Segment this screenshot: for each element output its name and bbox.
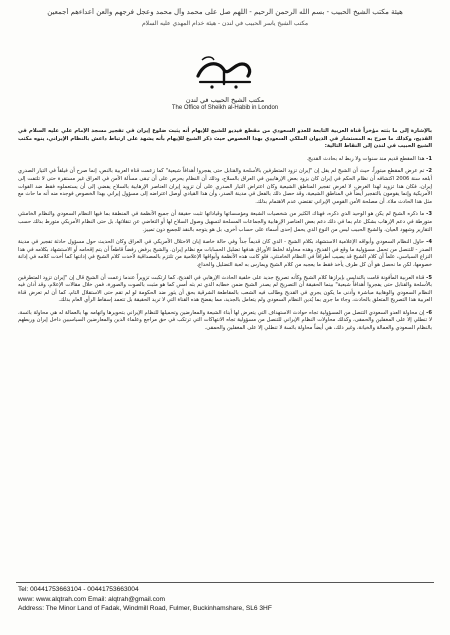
item-text: إن محاولة العدو السعودي التنصل من المسؤولية تجاه حوادث الاستهداف التي يتعرض لها أبناء الشيعة والمعارضين وتحميلها للنظام الإيراني بتحويرها واتهامه بها بالعمالة له هي محاولة بائسة، لا تنطلي إلا على المغفلين والحمقى، وكذلك محاولات النظام الإيراني للتنصل من مسؤولية تجاه الانتهاكات التي ترتكب في حق مراجع وعلماء الدين والمعارضين السياسيين داخل إيران وربطهم بالنظام السعودي والعمالة والخيانة، وغير ذلك، هي أيضاً محاولة بائسة لا تنطلي إلا على المغفلين والحمقى. [18,309,432,332]
footer-divider [16,582,434,583]
letterhead-calligraphy [28,8,422,38]
logo-english-caption: The Office of Sheikh al-Habib in London [171,105,279,111]
item-number: 5- [426,274,432,281]
statement-item [18,239,432,269]
statement-body [18,128,432,523]
item-text: تم عرض المقطع مبتوراً، حيث أن الشيخ لم يقل إن "إيران تزود المتطرفين بالأسلحة والقنابل حتى يفجروا أهدافاً شيعية" كما زعمت قناة العربية بالنص، إنما صرح أن فيلقاً في التيار الصدري أبلغه سنة 2006 اكتشافه أن نظام الحكم في إيران كان يزود بعض الإرهابيين في العراق بالسلاح، وذلك أن النظام يحرص على أن تبقى مسألة الأمن في العراق غير مستقرة حتى لا تلتفت إلى إيران، فكان هذا تزويد لهذا الغرض، لا لغرض تفجير المناطق الشيعية وكان اعتراض التيار الصدري على أن تزويد إيران العناصر الإرهابية بالسلاح يفضي إلى أن يستعملوه فقط ضد القوات الأمريكية وإنما يقومون بالتفجير أيضاً في المناطق الشيعية، وقد حصل ذلك بالفعل في مدينة الصدر، وأن هذا القيادي أوصل اعتراضه إلى مسؤول إيراني بهذا الخصوص فوجده منه أنه ما حاث مع مثل هذا الحادث ملاء. أن مصلحة الأمن القومي الإيراني تقتضي عدم الاهتمام بذلك. [18,168,432,205]
item-number: 1- [426,155,432,162]
item-text: قناة العربية المأفونة قامت بالتدليس بإبرازها كلام الشيخ وكأنه تصريح جديد على خلفية الحادث الإرهابي في القديح، كما ارتكبت تزويراً عندما زعمت أن الشيخ قال إن "إيران تزود المتطرفين بالأسلحة والقنابل حتى يفجروا أهدافاً شيعية" بينما الحقيقة أن التصريح لم يصدر الشيخ ضمن خطابه الذي تم بثه أمس كما هو مثبت بالصوت والصورة، فمن خلال مقالات الإعلام، وقد أدان فيه النظام السعودي والوهابية مباشرة وأدنى ما يكون يجري في القديح وطالب فيه الشعب بالمقاطعة الشرقية بحق أن يثور ضد الحكومة لو لم تقم حتى الاستقلال التام، كما أن لم تعرض قناة العربية هذا التصريح المتعلق بالحادث، وجاء ما جرى بما يُدين النظام السعودي ولم يتعامل بالجديد، مما يفضح هذه القناة التي لا تريد الحقيقة بل تتعمد إسقاط الرأي العام بذلك. [18,274,432,304]
item-text: حاول النظام السعودي وأبواقه الإعلامية الاستشهاد بكلام الشيخ - الذي كان قديماً جداً وفي حالة خاصة إبان الاحتلال الأمريكي في العراق وكان الحديث حول مسؤول حادثة تفجير في مدينة الصدر - للتنصل من تحمل مسؤولية ما وقع في القديح، وهذه محاولة لخلط الأوراق هدفها تضليل الحسابات مع نظام إيران. والشيخ يرفض رفضاً قاطعاً أن يتم إقحامه أو الاستشهاد بكلامه في هذا النزاع السياسي، علماً أن كلام الشيخ قد يصيب أطرافاً في النظام الخامنئي، فلو كانت هذه الأنظمة وأبواقها الإعلامية من تلتزم بالمصداقية لأخذت كلام الشيخ في إدانتها كما أخذت كلامه في إدانة خصومها، لكن ما نحصل هو أن كل طرف يأخذ فقط ما يعجبه من كلام الشيخ ويمارس به لعبة التضليل والخداع. [18,239,432,268]
item-text: ما ذكره الشيخ لم يكن هو الوحيد الذي ذكره، فهناك الكثير من شخصيات الشيعة ومؤسساتها وقياداتها تثبت حقيقة أن جميع الأنظمة في المنطقة بما فيها النظام السعودي والنظام الخامنئي متورطة في دعم الإرهاب بشكل عام بما في ذلك دعم بعض العناصر الإرهابية والجماعات المسلحة لتسهيل وصول السلاح لها أو التغاضي عن تنقلاتها، بل حتى النظام الأمريكي متورط بذلك حسب التقارير وشهود العيان، والشيخ الحبيب ليس من النوع الذي يحمل إحدى أسماء على حساب أخرى، بل هو يتوجه بالنقد للجميع دون تمييز. [18,211,432,233]
item-number: 3- [426,211,432,218]
footer-web-email: www: www.alqtrah.com Email: alqtrah@gmail.com [18,595,166,603]
statement-item [18,310,432,333]
item-number: 4- [426,239,432,246]
item-number: 6- [426,309,432,316]
statement-item [18,168,432,206]
letter-footer [18,585,432,614]
statement-item [18,156,432,164]
statement-item [18,211,432,234]
item-text: هذا المقطع قديم منذ سنوات ولا ربط له بحادث القديح. [306,155,425,162]
footer-telephone: Tel: 00441753663104 - 00441753663004 [18,586,139,593]
letterhead-line-2: مكتب الشيخ ياسر الحبيب في لندن - هيئة خدام المهدي عليه السلام [141,20,309,27]
calligraphy-logo-icon [190,54,260,94]
office-logo [165,54,285,124]
statement-item [18,275,432,305]
item-number: 2- [426,168,432,175]
footer-address: Address: The Minor Land of Fadak, Windmill Road, Fulmer, Buckinhamshare, SL6 3HF [18,605,272,612]
logo-arabic-caption: مكتب الشيخ الحبيب في لندن [185,96,265,104]
letterhead-line-1: هيئة مكتب الشيخ الحبيب - بسم الله الرحمن الرحيم - اللهم صل على محمد وآل محمد وعجل فرجهم والعن أعداءهم أجمعين [47,8,403,16]
statement-intro: بالإشارة إلى ما بثته مؤخراً قناة العربية التابعة للعدو السعودي من مقطع فيديو للشيخ للإيهام أنه يثبت ضلوع إيران في تفجير مسجد الإمام علي عليه السلام في القديح، وكذلك ما صرح به المستشار في الديوان الملكي السعودي بهذا الخصوص حيث ذكر الشيخ للإيهام بأنه يشهد على ارتباط داعش بالنظام الإيراني، ينوه مكتب الشيخ الحبيب في لندن إلى النقاط التالية: [18,128,432,150]
